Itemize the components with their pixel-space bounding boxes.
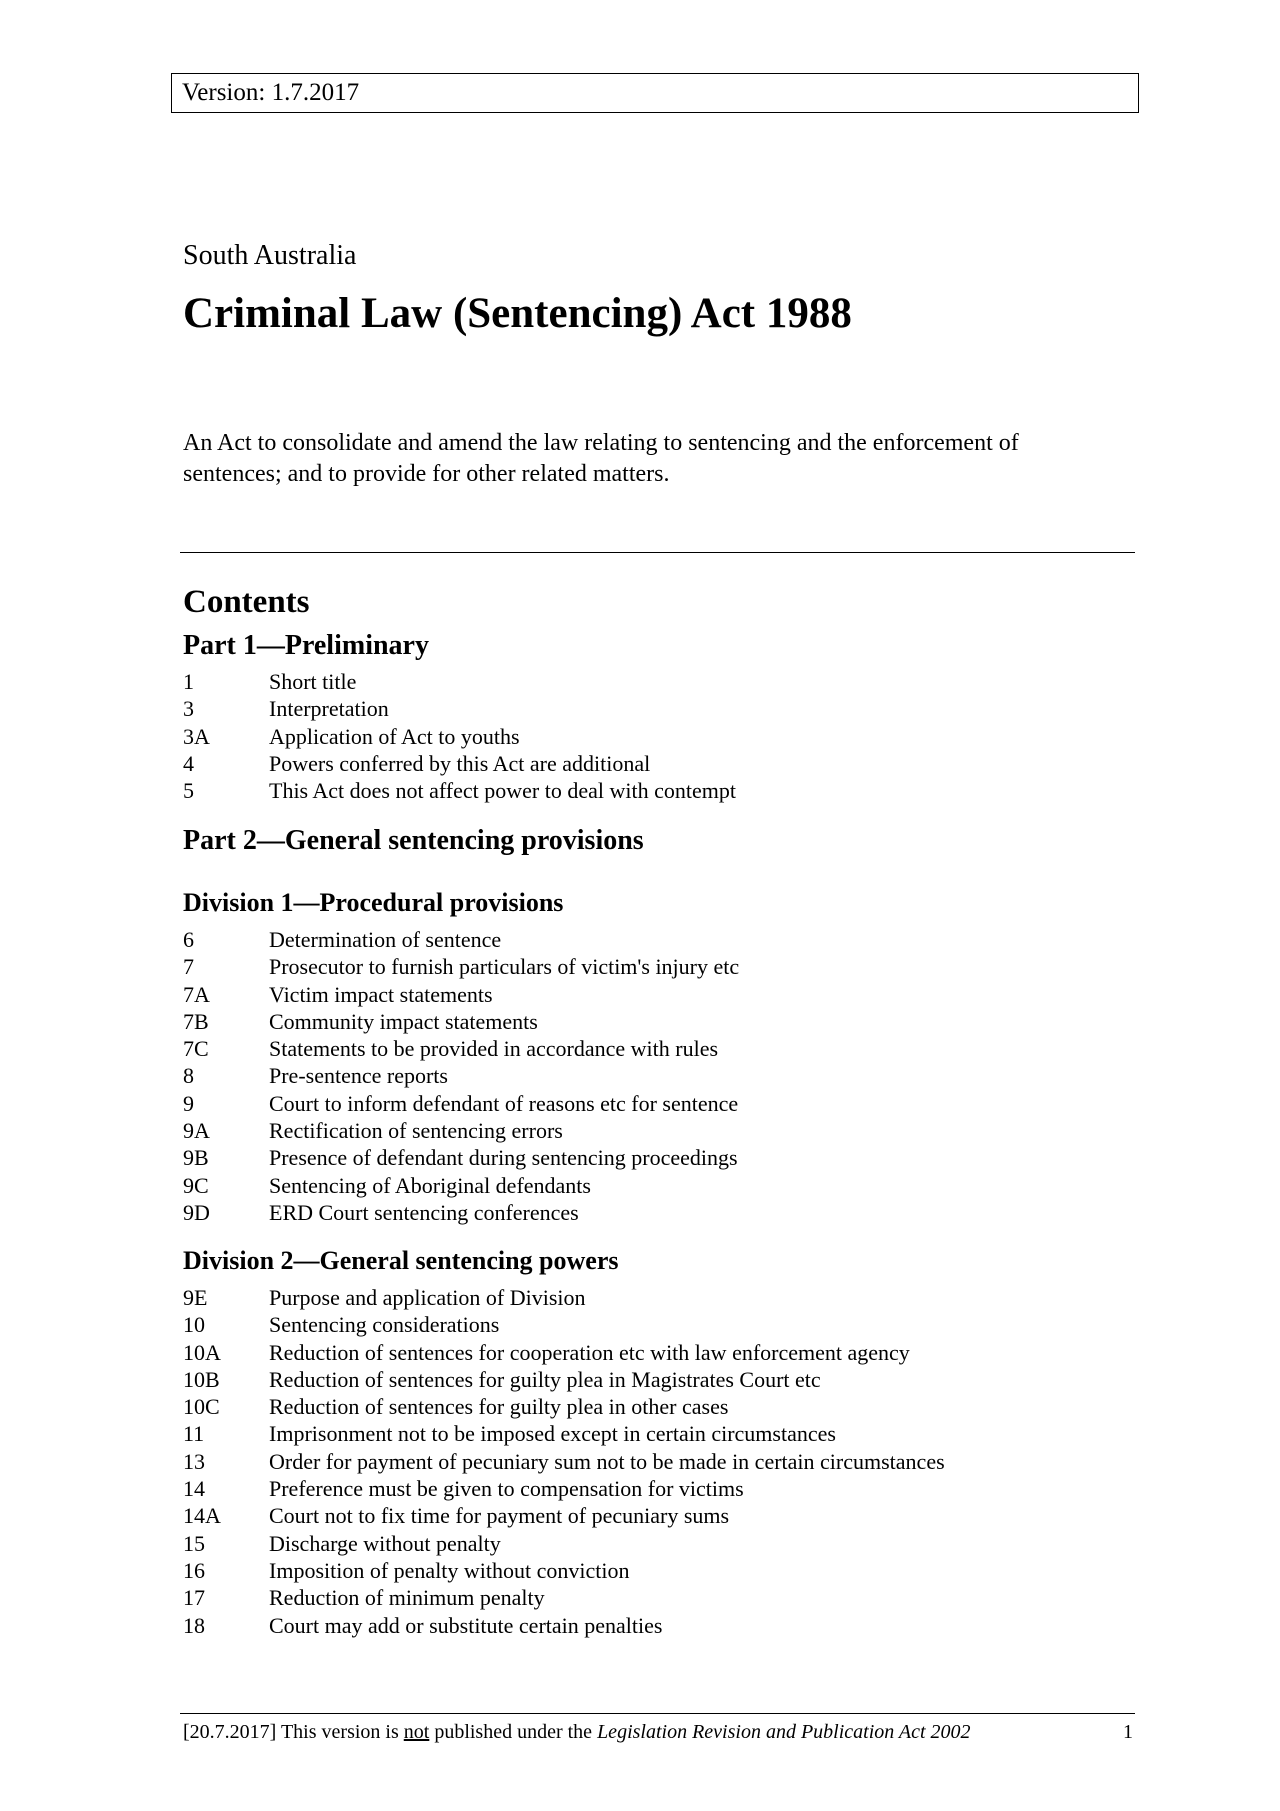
toc-entry[interactable] (183, 1448, 1083, 1475)
toc-entry[interactable] (183, 1199, 1083, 1226)
section-number: 9 (183, 1090, 194, 1116)
toc-entry[interactable] (183, 1612, 1083, 1639)
section-number: 6 (183, 927, 194, 952)
section-number: 9B (183, 1145, 209, 1171)
division-heading: Division 1—Procedural provisions (183, 888, 564, 917)
section-title: Statements to be provided in accordance with rules (269, 1036, 719, 1062)
section-number: 10C (183, 1394, 220, 1420)
section-title: Prosecutor to furnish particulars of victim's injury etc (269, 954, 740, 980)
section-number: 9D (183, 1199, 210, 1225)
part-heading: Part 1—Preliminary (183, 630, 429, 661)
section-number: 9E (183, 1285, 208, 1310)
toc-entry[interactable] (183, 1584, 1083, 1611)
toc-entry[interactable] (183, 1530, 1083, 1557)
section-title: Community impact statements (269, 1008, 538, 1034)
toc-entry[interactable] (183, 1284, 1083, 1311)
version-header: Version: 1.7.2017 (171, 73, 1139, 113)
section-title: Presence of defendant during sentencing proceedings (269, 1145, 738, 1171)
toc-entry[interactable] (183, 1311, 1083, 1338)
section-number: 7A (183, 981, 210, 1007)
toc-division-2 (183, 1244, 1083, 1639)
section-title: Reduction of sentences for guilty plea in Magistrates Court etc (269, 1366, 821, 1392)
section-title: Court not to fix time for payment of pecuniary sums (269, 1503, 730, 1529)
section-number: 7C (183, 1036, 209, 1062)
toc-entry[interactable] (183, 1172, 1083, 1199)
section-title: Victim impact statements (269, 981, 493, 1007)
toc-entry[interactable] (183, 1035, 1083, 1062)
toc-entry[interactable] (183, 777, 1083, 804)
jurisdiction: South Australia (183, 240, 357, 271)
toc-entry[interactable] (183, 1475, 1083, 1502)
toc-list (183, 926, 1083, 1226)
footer-text-after: published under the (434, 1721, 593, 1743)
section-title: Determination of sentence (269, 927, 502, 952)
section-number: 11 (183, 1421, 205, 1447)
toc-entry[interactable] (183, 1062, 1083, 1089)
section-title: Discharge without penalty (269, 1530, 501, 1556)
section-title: Purpose and application of Division (269, 1285, 586, 1310)
toc-entry[interactable] (183, 750, 1083, 777)
section-title: This Act does not affect power to deal with contempt (269, 778, 736, 804)
section-title: Preference must be given to compensation for victims (269, 1476, 744, 1502)
toc-entry[interactable] (183, 953, 1083, 980)
section-title: Application of Act to youths (269, 723, 520, 749)
toc-entry[interactable] (183, 1090, 1083, 1117)
toc-entry[interactable] (183, 1366, 1083, 1393)
section-number: 14A (183, 1503, 221, 1529)
toc-entry[interactable] (183, 1502, 1083, 1529)
section-title: Imposition of penalty without conviction (269, 1557, 630, 1583)
toc-entry[interactable] (183, 723, 1083, 750)
section-number: 1 (183, 669, 194, 694)
toc-entry[interactable] (183, 1144, 1083, 1171)
footer-text (183, 1719, 1093, 1745)
footer-underlined: not (403, 1721, 430, 1743)
section-title: Sentencing considerations (269, 1312, 500, 1338)
section-number: 9A (183, 1118, 210, 1144)
footer (183, 1719, 1133, 1745)
contents-heading: Contents (183, 584, 310, 620)
section-number: 7 (183, 954, 194, 980)
toc-entry[interactable] (183, 1420, 1083, 1447)
toc-entry[interactable] (183, 1008, 1083, 1035)
section-title: Reduction of sentences for cooperation etc with law enforcement agency (269, 1339, 910, 1365)
part-heading: Part 2—General sentencing provisions (183, 825, 644, 856)
section-title: Court may add or substitute certain penalties (269, 1612, 663, 1638)
toc-list (183, 668, 1083, 804)
toc-part-1 (183, 628, 1083, 804)
section-title: Court to inform defendant of reasons etc for sentence (269, 1090, 739, 1116)
section-number: 13 (183, 1448, 205, 1474)
section-number: 10B (183, 1366, 220, 1392)
footer-divider (180, 1713, 1135, 1714)
toc-entry[interactable] (183, 1557, 1083, 1584)
section-title: Sentencing of Aboriginal defendants (269, 1172, 591, 1198)
divider (180, 552, 1135, 553)
toc-list (183, 1284, 1083, 1639)
toc-division-1 (183, 886, 1083, 1226)
section-number: 15 (183, 1530, 205, 1556)
section-number: 3A (183, 723, 210, 749)
section-number: 10A (183, 1339, 221, 1365)
act-title: Criminal Law (Sentencing) Act 1988 (183, 290, 852, 337)
section-title: Pre-sentence reports (269, 1063, 448, 1089)
section-number: 4 (183, 750, 194, 776)
section-title: Powers conferred by this Act are additional (269, 750, 651, 776)
toc-entry[interactable] (183, 695, 1083, 722)
toc-part-2 (183, 823, 1083, 859)
page-number: 1 (1123, 1721, 1133, 1743)
division-heading: Division 2—General sentencing powers (183, 1246, 619, 1275)
toc-entry[interactable] (183, 1339, 1083, 1366)
section-number: 3 (183, 696, 194, 722)
section-title: Rectification of sentencing errors (269, 1118, 563, 1144)
section-title: Imprisonment not to be imposed except in certain circumstances (269, 1421, 836, 1447)
section-title: Order for payment of pecuniary sum not to be made in certain circumstances (269, 1448, 945, 1474)
toc-entry[interactable] (183, 1117, 1083, 1144)
footer-date: [20.7.2017] (183, 1721, 277, 1743)
section-number: 18 (183, 1612, 205, 1638)
section-number: 8 (183, 1063, 194, 1089)
footer-act-name: Legislation Revision and Publication Act 2002 (597, 1721, 971, 1743)
footer-text-before: This version is (280, 1721, 399, 1743)
toc-entry[interactable] (183, 926, 1083, 953)
section-number: 7B (183, 1008, 209, 1034)
section-title: Short title (269, 669, 357, 694)
section-title: Reduction of sentences for guilty plea in other cases (269, 1394, 729, 1420)
section-title: Interpretation (269, 696, 389, 722)
section-number: 9C (183, 1172, 209, 1198)
section-title: ERD Court sentencing conferences (269, 1199, 579, 1225)
section-number: 17 (183, 1585, 205, 1611)
toc-entry[interactable] (183, 981, 1083, 1008)
section-number: 10 (183, 1312, 205, 1338)
long-title: An Act to consolidate and amend the law relating to sentencing and the enforcement of sentences; and to provide for other related matters. (183, 430, 1019, 487)
section-number: 5 (183, 778, 194, 804)
toc-entry[interactable] (183, 668, 1083, 695)
toc-entry[interactable] (183, 1393, 1083, 1420)
section-number: 14 (183, 1476, 205, 1502)
section-number: 16 (183, 1557, 205, 1583)
section-title: Reduction of minimum penalty (269, 1585, 545, 1611)
